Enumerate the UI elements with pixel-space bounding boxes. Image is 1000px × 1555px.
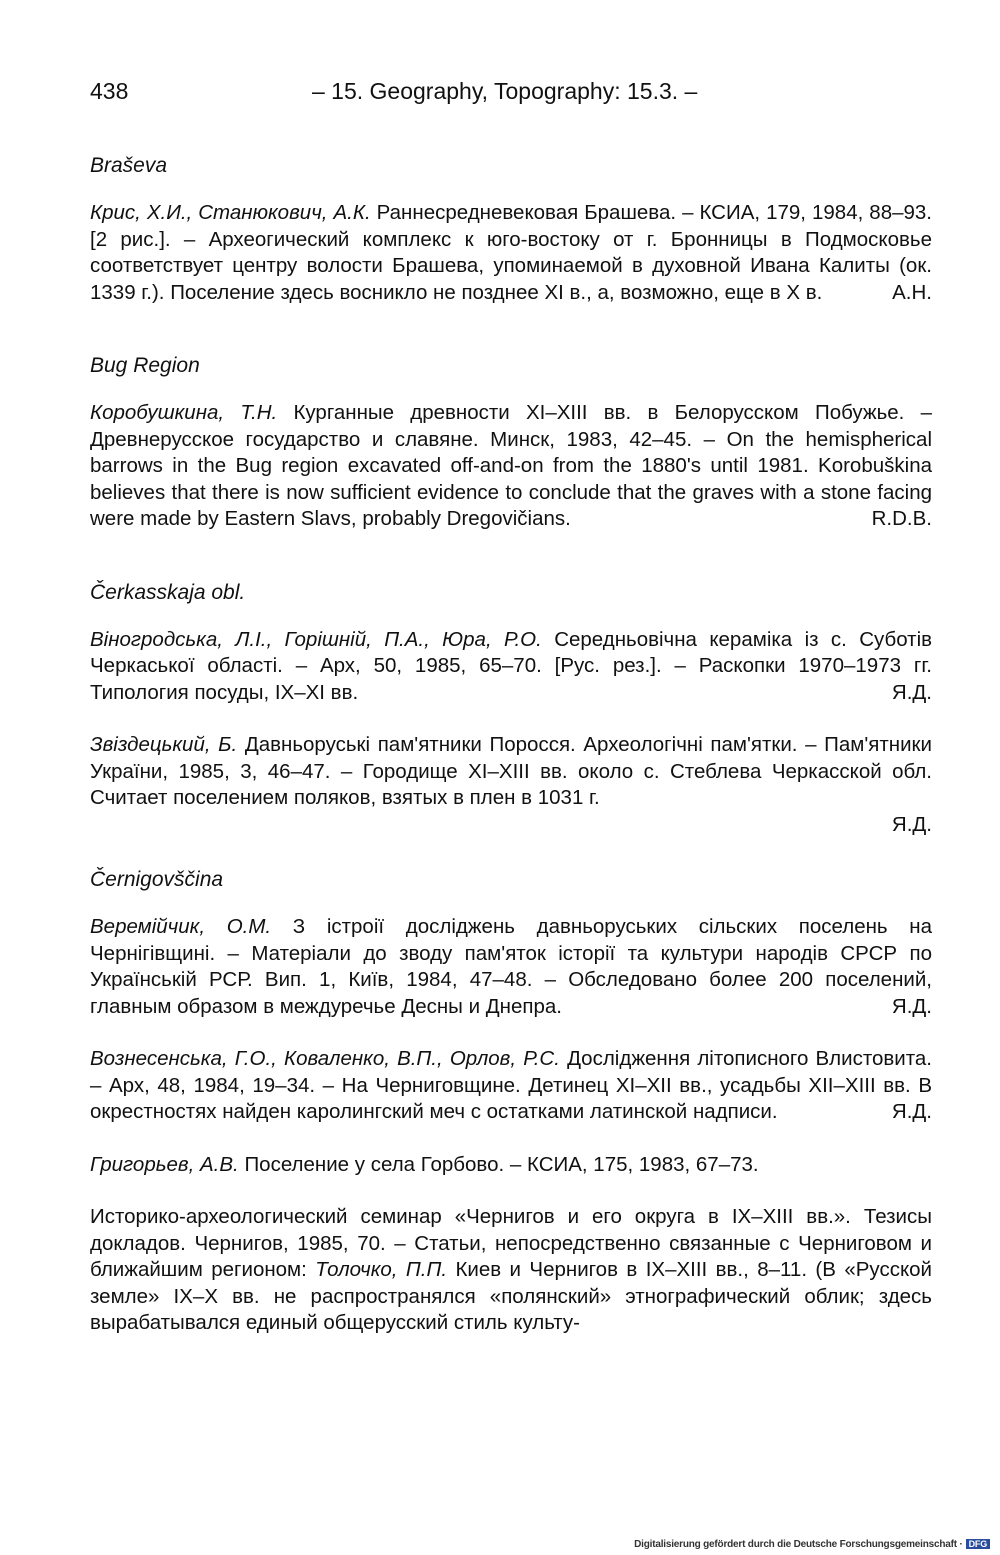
entry-body: Историко-археологический семинар «Чернигов и его округа в IX–XIII вв.». Тезисы докладов. Чернигов, 1985, 70. – Статьи, непосредственно связанные с Черниговом и ближайшим регионом: — [90, 1205, 932, 1281]
entry-author: Григорьев, А.В. — [90, 1152, 239, 1176]
entry-body: З істроії досліджень давньоруських сільских поселень на Чернігівщині. – Матеріали до зводу пам'яток історії та культури народів СРСР по Українській РСР. Вип. 1, Київ, 1984, 47–48. – Обследовано более 200 поселений, главным образом в междуречье Десны и Днепра. — [90, 915, 932, 1018]
entry-signature: Я.Д. — [891, 812, 932, 836]
entry-body: Раннесредневековая Брашева. – КСИА, 179, 1984, 88–93. [2 рис.]. – Археогический комплекс к юго-востоку от г. Бронницы в Подмосковье соответствует центру волости Брашева, упоминаемой в духовной Ивана Калиты (ок. 1339 г.). Поселение здесь воcникло не позднее XI в., а, возможно, еще в Х в. — [90, 201, 932, 304]
entry-author: Вознесенська, Г.О., Коваленко, В.П., Орлов, Р.С. — [90, 1047, 560, 1070]
entry-body: Середньовічна кераміка із с. Суботів Черкаської області. – Арх, 50, 1985, 65–70. [Рус. рез.]. – Раскопки 1970–1973 гг. Типология посуды, IX–XI вв. — [90, 627, 933, 704]
entry-author: Коробушкина, Т.Н. — [90, 401, 278, 424]
page-header — [90, 78, 932, 114]
page-number: 438 — [90, 78, 129, 104]
bibliography-entry — [90, 914, 932, 1020]
entry-author: Крис, Х.И., Станюкович, А.К. — [90, 201, 371, 224]
dfg-logo: DFG — [966, 1539, 990, 1549]
digitization-footer — [634, 1539, 990, 1550]
entry-signature: Я.Д. — [891, 1100, 932, 1123]
bibliography-entry — [90, 1204, 932, 1337]
bibliography-entry — [90, 400, 932, 533]
section-title: Bug Region — [90, 354, 200, 377]
entry-body: Курганные древности XI–XIII вв. в Белорусском Побужье. – Древнерусское государство и славяне. Минск, 1983, 42–45. – On the hemispherical barrows in the Bug region excavated off-and-on from the 1880's until 1981. Korobuškina believes that there is now sufficient evidence to conclude that the graves with a stone facing were made by Eastern Slavs, probably Dregovičians. — [90, 401, 933, 530]
bibliography-entry — [90, 1046, 932, 1126]
entry-author-inline: Толочко, П.П. — [315, 1258, 448, 1281]
page — [90, 78, 932, 1363]
bibliography-entry — [90, 732, 932, 838]
section-title: Braševa — [90, 154, 168, 177]
section-title: Čerkasskaja obl. — [90, 580, 246, 604]
bibliography-entry — [90, 1152, 932, 1179]
running-title: – 15. Geography, Topography: 15.3. – — [312, 78, 698, 104]
entry-signature: Я.Д. — [891, 994, 932, 1018]
entry-body: Давньоруські пам'ятники Поросся. Археологічні пам'ятки. – Пам'ятники України, 1985, 3, 46–47. – Городище XI–XIII вв. около с. Стеблева Черкасской обл. Считает поселением поляков, взятых в плен в 1031 г. — [90, 733, 932, 809]
entry-body-continued: Киев и Чернигов в IX–XIII вв., 8–11. (В «Русской земле» IX–X вв. не распространялся «полянский» этнографический облик; здесь вырабатывался единый общерусский стиль культу- — [90, 1258, 932, 1334]
bibliography-entry — [90, 200, 932, 306]
entry-signature: А.Н. — [892, 280, 932, 304]
entry-signature: R.D.B. — [871, 507, 932, 530]
section-title: Černigovščina — [90, 868, 224, 891]
bibliography-entry — [90, 627, 932, 707]
footer-text: Digitalisierung gefördert durch die Deutsche Forschungsgemeinschaft · — [634, 1539, 963, 1550]
entry-body: Дослідження літописного Влистовита. – Арх, 48, 1984, 19–34. – На Черниговщине. Детинец XI–XII вв., усадьбы XII–XIII вв. В окрестностях найден каролингский меч с остатками латинской надписи. — [90, 1047, 932, 1123]
entry-author: Віногродська, Л.І., Горішній, П.А., Юра, Р.О. — [90, 627, 542, 651]
entry-author: Веремійчик, О.М. — [90, 915, 272, 938]
entry-signature: Я.Д. — [891, 680, 932, 704]
entry-author: Звіздецький, Б. — [90, 733, 238, 756]
entry-body: Поселение у села Горбово. – КСИА, 175, 1983, 67–73. — [238, 1152, 759, 1176]
